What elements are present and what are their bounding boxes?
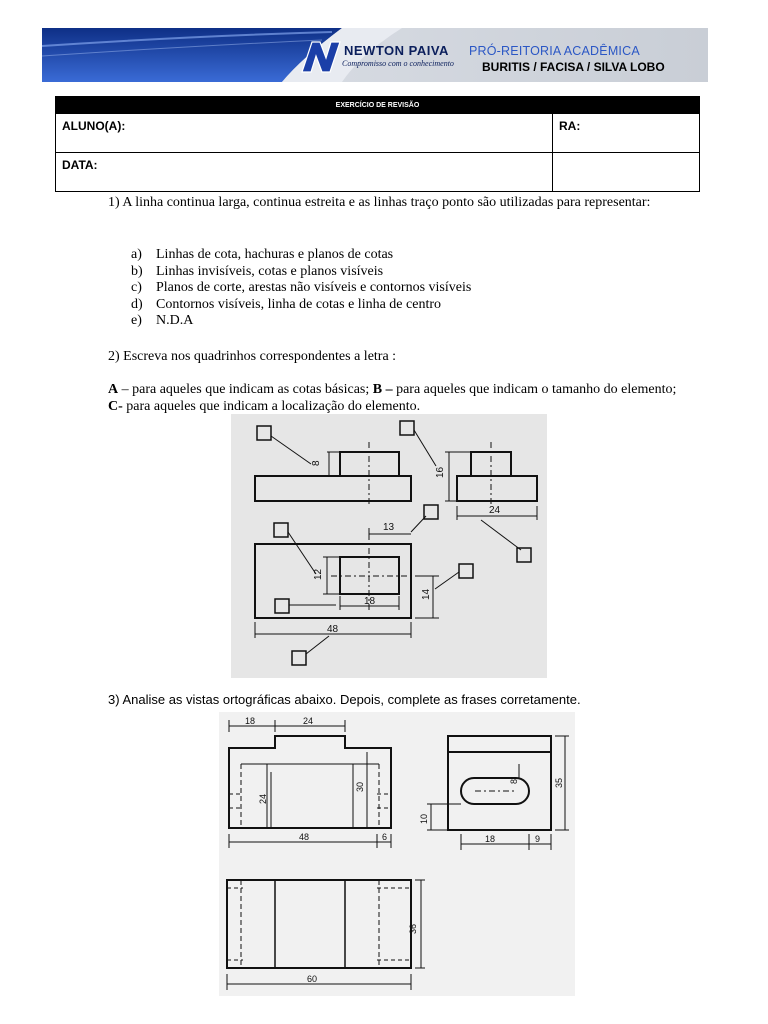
newton-paiva-logo [298, 40, 342, 74]
dim-label: 8 [311, 460, 322, 466]
ra-field[interactable]: RA: [553, 114, 700, 153]
answer-box[interactable] [257, 426, 271, 440]
question-1: 1) A linha continua larga, continua estreita e as linhas traço ponto são utilizadas para representar: [108, 195, 651, 210]
answer-box[interactable] [424, 505, 438, 519]
option-e[interactable]: e) N.D.A [131, 313, 194, 329]
dim-label: 9 [535, 834, 541, 844]
answer-box[interactable] [275, 599, 289, 613]
figure-dimensioning [231, 414, 547, 678]
answer-box[interactable] [400, 421, 414, 435]
answer-box[interactable] [517, 548, 531, 562]
aluno-field[interactable]: ALUNO(A): [56, 114, 553, 153]
drawing-2 [219, 712, 575, 996]
header-banner [42, 28, 708, 82]
dim-label: 16 [435, 466, 446, 478]
drawing-1 [231, 414, 547, 678]
question-3: 3) Analise as vistas ortográficas abaixo. Depois, complete as frases corretamente. [108, 692, 581, 707]
dim-label: 60 [307, 974, 318, 984]
campus-list: BURITIS / FACISA / SILVA LOBO [482, 60, 665, 74]
dim-label: 18 [245, 716, 256, 726]
dim-label: 18 [485, 834, 496, 844]
answer-box[interactable] [292, 651, 306, 665]
answer-box[interactable] [459, 564, 473, 578]
dim-label: 24 [303, 716, 314, 726]
data-field[interactable]: DATA: [56, 153, 553, 192]
dim-label: 35 [554, 777, 564, 788]
student-info-table [55, 96, 700, 192]
dim-label: 13 [383, 522, 395, 533]
dim-label: 48 [327, 624, 339, 635]
dim-label: 12 [313, 568, 324, 580]
dim-label: 24 [489, 505, 501, 516]
exercise-title: EXERCÍCIO DE REVISÃO [56, 97, 700, 114]
question-1-options [131, 247, 471, 330]
dim-label: 6 [382, 832, 388, 842]
question-2: 2) Escreva nos quadrinhos correspondentes a letra : [108, 349, 397, 364]
dim-label: 10 [419, 813, 429, 824]
answer-box[interactable] [274, 523, 288, 537]
logo-name: NEWTON PAIVA [344, 43, 449, 58]
option-a[interactable]: a) Linhas de cota, hachuras e planos de cotas [131, 247, 394, 262]
dim-label: 18 [364, 596, 376, 607]
question-2-instructions: A – para aqueles que indicam as cotas básicas; B – para aqueles que indicam o tamanho do elemento; C- para aqueles que indicam a localização do elemento. [108, 382, 677, 414]
dim-label: 48 [299, 832, 310, 842]
figure-orthographic-views [219, 712, 575, 996]
dim-label: 8 [509, 778, 519, 784]
dim-label: 36 [408, 923, 418, 934]
logo-tagline: Compromisso com o conhecimento [342, 59, 454, 68]
option-c[interactable]: c) Planos de corte, arestas não visíveis e contornos visíveis [131, 280, 472, 296]
empty-field[interactable] [553, 153, 700, 192]
pro-reitoria-title: PRÓ-REITORIA ACADÊMICA [469, 44, 640, 58]
dim-label: 14 [421, 588, 432, 600]
dim-label: 24 [258, 793, 268, 804]
option-d[interactable]: d) Contornos visíveis, linha de cotas e linha de centro [131, 296, 441, 312]
option-b[interactable]: b) Linhas invisíveis, cotas e planos visíveis [131, 263, 384, 279]
dim-label: 30 [355, 781, 365, 792]
